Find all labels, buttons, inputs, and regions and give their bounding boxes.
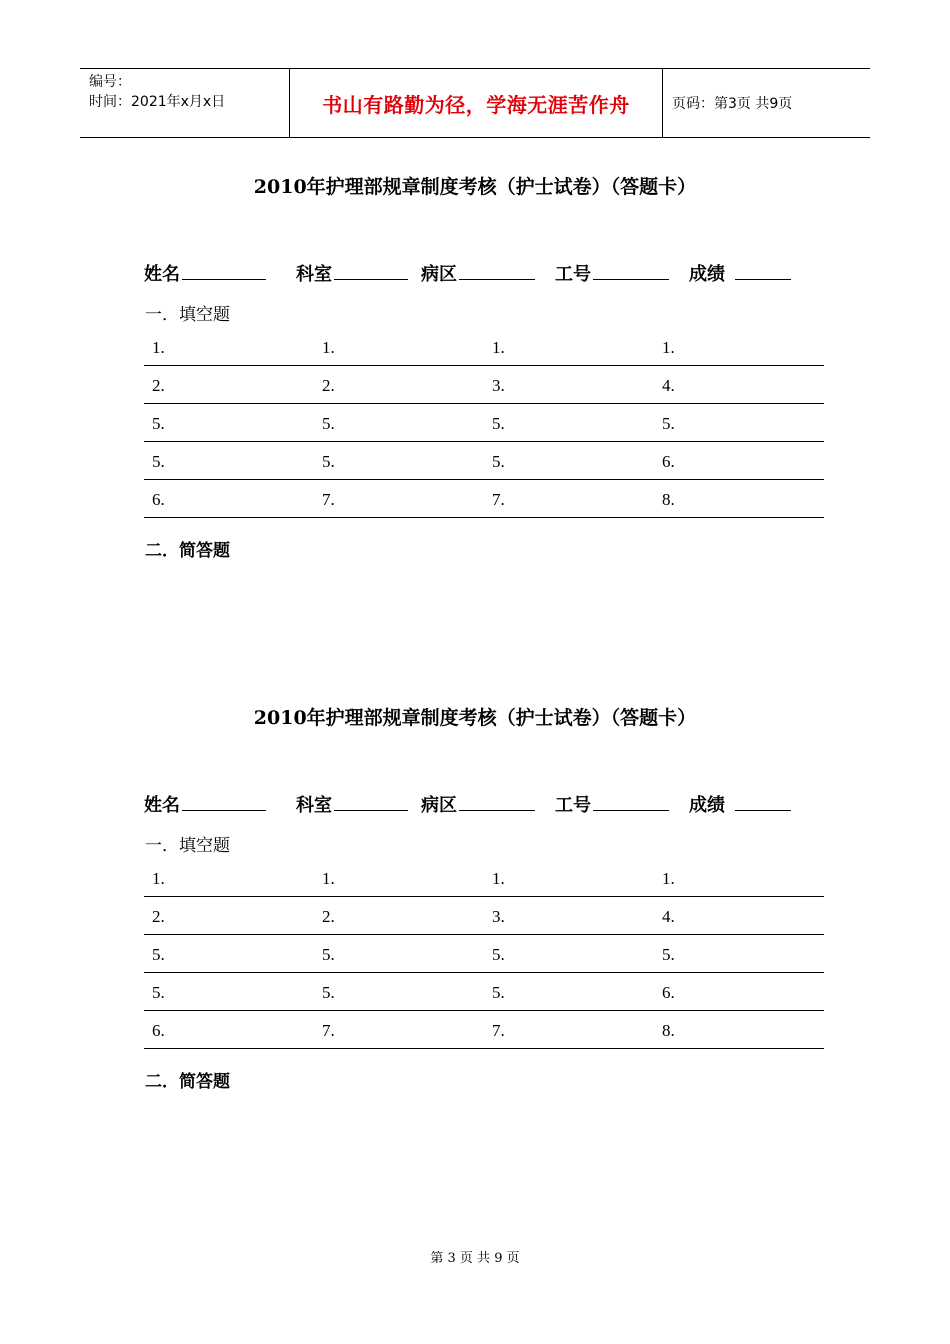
answer-cell[interactable]: 7. xyxy=(322,490,335,509)
ward-blank[interactable] xyxy=(459,792,535,811)
answer-cell[interactable]: 2. xyxy=(152,907,165,926)
score-field[interactable]: 成绩 xyxy=(689,791,791,817)
name-field[interactable]: 姓名 xyxy=(144,260,266,286)
answer-cell[interactable]: 2. xyxy=(152,376,165,395)
answer-cell[interactable]: 1. xyxy=(662,338,675,357)
answer-cell[interactable]: 7. xyxy=(492,1021,505,1040)
department-field[interactable]: 科室 xyxy=(296,260,408,286)
answer-row xyxy=(144,404,824,442)
header-meta xyxy=(80,69,290,137)
answer-cell[interactable]: 6. xyxy=(152,1021,165,1040)
answer-cell[interactable]: 5. xyxy=(492,983,505,1002)
department-field[interactable]: 科室 xyxy=(296,791,408,817)
answer-cell[interactable]: 1. xyxy=(322,338,335,357)
ward-field[interactable]: 病区 xyxy=(421,260,535,286)
department-blank[interactable] xyxy=(334,792,408,811)
answer-row xyxy=(144,859,824,897)
answer-cell[interactable]: 3. xyxy=(492,376,505,395)
answer-row xyxy=(144,935,824,973)
department-blank[interactable] xyxy=(334,261,408,280)
fill-blank-answer-grid xyxy=(144,859,824,1049)
staff-id-field[interactable]: 工号 xyxy=(555,260,669,286)
answer-cell[interactable]: 5. xyxy=(492,452,505,471)
answer-cell[interactable]: 3. xyxy=(492,907,505,926)
answer-card-2 xyxy=(0,703,950,1103)
answer-cell[interactable]: 5. xyxy=(322,414,335,433)
answer-cell[interactable]: 8. xyxy=(662,490,675,509)
header-motto: 书山有路勤为径，学海无涯苦作舟 xyxy=(290,69,663,137)
answer-cell[interactable]: 2. xyxy=(322,376,335,395)
info-fields xyxy=(144,791,824,817)
answer-cell[interactable]: 5. xyxy=(662,414,675,433)
answer-cell[interactable]: 2. xyxy=(322,907,335,926)
name-blank[interactable] xyxy=(182,261,266,280)
answer-cell[interactable]: 5. xyxy=(492,945,505,964)
answer-cell[interactable]: 5. xyxy=(492,414,505,433)
section-fill-blank-heading: 一．填空题 xyxy=(145,836,230,856)
answer-cell[interactable]: 5. xyxy=(322,983,335,1002)
answer-cell[interactable]: 5. xyxy=(152,414,165,433)
answer-card-1 xyxy=(0,172,950,572)
page-header xyxy=(80,68,870,138)
answer-cell[interactable]: 1. xyxy=(492,338,505,357)
page-footer: 第 3 页 共 9 页 xyxy=(430,1251,520,1266)
answer-cell[interactable]: 5. xyxy=(322,452,335,471)
header-page-info: 页码：第3页 共9页 xyxy=(672,96,793,112)
ward-blank[interactable] xyxy=(459,261,535,280)
answer-cell[interactable]: 5. xyxy=(322,945,335,964)
answer-cell[interactable]: 7. xyxy=(492,490,505,509)
answer-row xyxy=(144,442,824,480)
answer-row xyxy=(144,366,824,404)
document-date: 时间：2021年x月x日 xyxy=(89,94,226,110)
answer-cell[interactable]: 6. xyxy=(662,452,675,471)
card-title: 2010年护理部规章制度考核（护士试卷）（答题卡） xyxy=(253,707,697,729)
card-title: 2010年护理部规章制度考核（护士试卷）（答题卡） xyxy=(253,176,697,198)
answer-cell[interactable]: 4. xyxy=(662,907,675,926)
section-short-answer-heading: 二．简答题 xyxy=(145,1072,230,1092)
document-number-label: 编号： xyxy=(89,74,131,90)
answer-row xyxy=(144,1011,824,1049)
staff-id-blank[interactable] xyxy=(593,792,669,811)
answer-cell[interactable]: 1. xyxy=(322,869,335,888)
answer-cell[interactable]: 7. xyxy=(322,1021,335,1040)
info-fields xyxy=(144,260,824,286)
answer-cell[interactable]: 1. xyxy=(492,869,505,888)
section-short-answer-heading: 二．简答题 xyxy=(145,541,230,561)
staff-id-field[interactable]: 工号 xyxy=(555,791,669,817)
answer-cell[interactable]: 4. xyxy=(662,376,675,395)
answer-row xyxy=(144,897,824,935)
fill-blank-answer-grid xyxy=(144,328,824,518)
name-blank[interactable] xyxy=(182,792,266,811)
answer-cell[interactable]: 1. xyxy=(152,869,165,888)
answer-cell[interactable]: 5. xyxy=(662,945,675,964)
score-blank[interactable] xyxy=(735,792,791,811)
answer-cell[interactable]: 5. xyxy=(152,983,165,1002)
answer-cell[interactable]: 6. xyxy=(152,490,165,509)
answer-cell[interactable]: 5. xyxy=(152,452,165,471)
answer-row xyxy=(144,328,824,366)
answer-row xyxy=(144,480,824,518)
name-field[interactable]: 姓名 xyxy=(144,791,266,817)
score-blank[interactable] xyxy=(735,261,791,280)
answer-cell[interactable]: 8. xyxy=(662,1021,675,1040)
answer-cell[interactable]: 1. xyxy=(662,869,675,888)
answer-cell[interactable]: 5. xyxy=(152,945,165,964)
answer-cell[interactable]: 1. xyxy=(152,338,165,357)
answer-row xyxy=(144,973,824,1011)
answer-cell[interactable]: 6. xyxy=(662,983,675,1002)
ward-field[interactable]: 病区 xyxy=(421,791,535,817)
section-fill-blank-heading: 一．填空题 xyxy=(145,305,230,325)
score-field[interactable]: 成绩 xyxy=(689,260,791,286)
staff-id-blank[interactable] xyxy=(593,261,669,280)
